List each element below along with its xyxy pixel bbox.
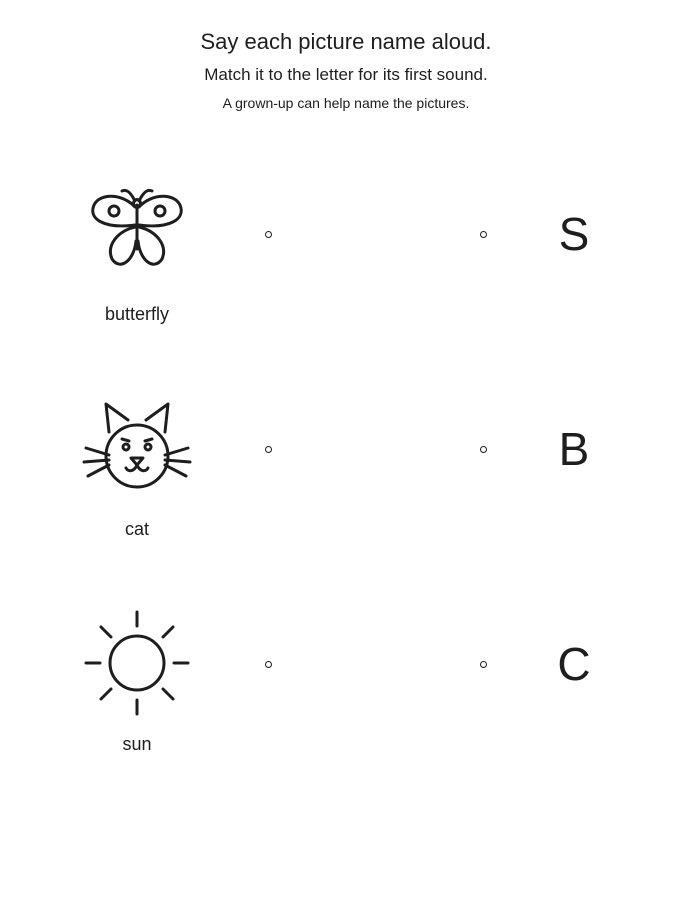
letter-s: S — [558, 208, 590, 260]
picture-label-butterfly: butterfly — [104, 304, 170, 324]
match-dot-picture-sun[interactable] — [265, 661, 272, 668]
helper-note: A grown-up can help name the pictures. — [222, 95, 470, 111]
instruction-subtitle: Match it to the letter for its first sound. — [204, 65, 488, 84]
match-row-butterfly — [0, 185, 692, 365]
letter-c: C — [557, 638, 591, 690]
sun-icon — [82, 610, 192, 710]
match-dot-picture-cat[interactable] — [265, 446, 272, 453]
letter-b: B — [558, 423, 590, 475]
butterfly-icon — [82, 185, 192, 285]
match-dot-letter-c[interactable] — [480, 661, 487, 668]
match-dot-letter-b[interactable] — [480, 446, 487, 453]
instruction-title: Say each picture name aloud. — [200, 29, 492, 54]
picture-label-sun: sun — [122, 734, 152, 754]
picture-label-cat: cat — [124, 519, 149, 539]
match-row-cat — [0, 400, 692, 580]
cat-icon — [82, 400, 192, 500]
match-dot-picture-butterfly[interactable] — [265, 231, 272, 238]
match-row-sun — [0, 610, 692, 790]
match-dot-letter-s[interactable] — [480, 231, 487, 238]
